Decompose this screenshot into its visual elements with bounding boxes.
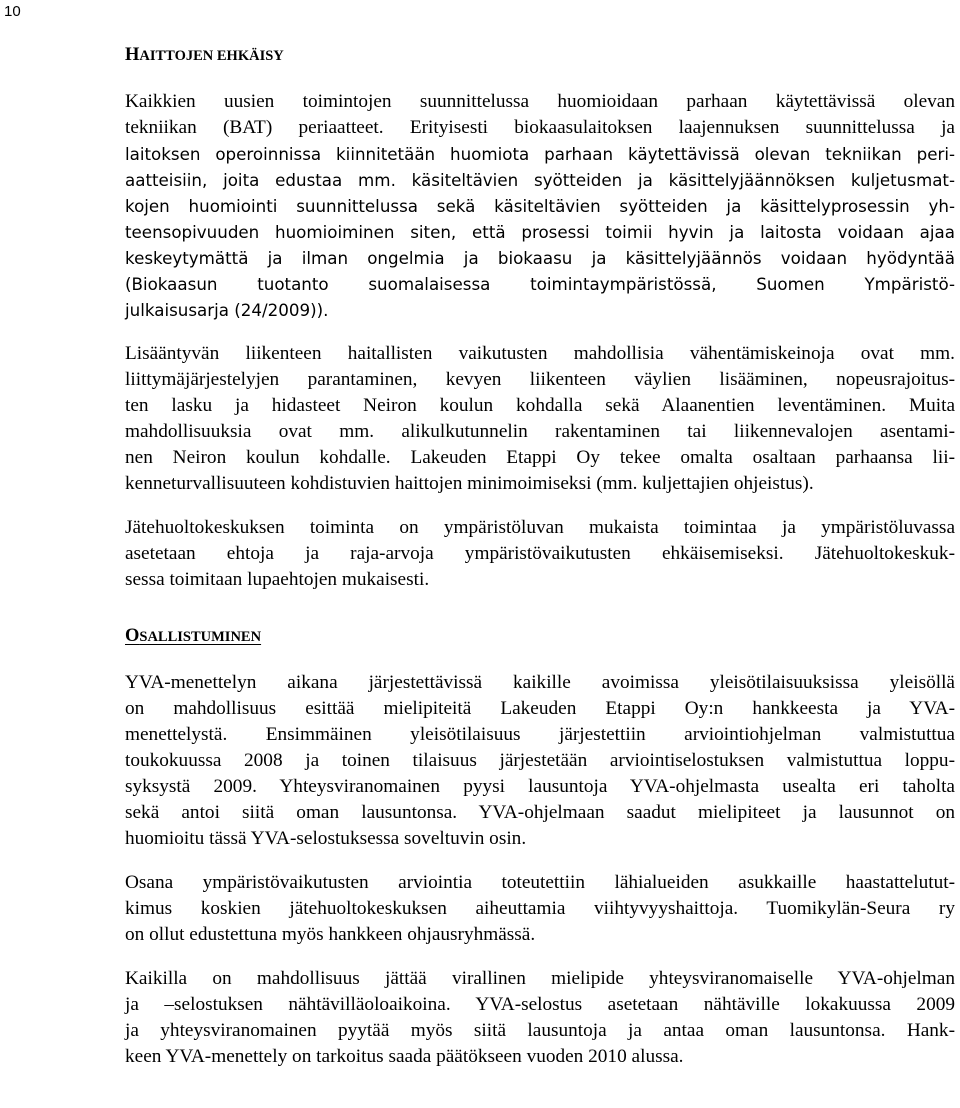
text-line: nen Neiron koulun kohdalle. Lakeuden Etappi Oy tekee omalta osaltaan parhaansa lii-: [125, 447, 955, 468]
paragraph-opinions: [125, 966, 955, 1070]
heading-initial: O: [125, 626, 140, 646]
text-line: laitoksen operoinnissa kiinnitetään huomiota parhaan käytettävissä olevan tekniikan peri-: [125, 144, 955, 164]
text-line: keskeytymättä ja ilman ongelmia ja biokaasu ja käsittelyjäännös voidaan hyödyntää: [125, 248, 955, 268]
paragraph-survey: [125, 870, 955, 948]
text-line: Kaikkien uusien toimintojen suunnittelussa huomioidaan parhaan käytettävissä olevan: [125, 91, 955, 112]
text-line: on mahdollisuus esittää mielipiteitä Lakeuden Etappi Oy:n hankkeesta ja YVA-: [125, 698, 955, 719]
text-line: on ollut edustettuna myös hankkeen ohjausryhmässä.: [125, 924, 536, 945]
paragraph-traffic: [125, 341, 955, 497]
text-line: Lisääntyvän liikenteen haitallisten vaikutusten mahdollisia vähentämiskeinoja ovat mm.: [125, 343, 955, 364]
text-line: sessa toimitaan lupaehtojen mukaisesti.: [125, 569, 430, 590]
text-line: kojen huomiointi suunnittelussa sekä käsiteltävien syötteiden ja käsittelyprosessin yh-: [125, 196, 955, 216]
text-line: Osana ympäristövaikutusten arviointia toteutettiin lähialueiden asukkaille haastattelutut-: [125, 872, 955, 893]
text-line: kimus koskien jätehuoltokeskuksen aiheuttamia viihtyvyyshaittoja. Tuomikylän-Seura ry: [125, 898, 955, 919]
section-heading-haittojen-ehkaisy: [125, 38, 955, 71]
text-line: ja yhteysviranomainen pyytää myös siitä lausuntoja ja antaa oman lausuntonsa. Hank-: [125, 1020, 955, 1041]
document-body: [125, 38, 955, 1070]
text-line: ja –selostuksen nähtävilläoloaikoina. YVA-selostus asetetaan nähtäville lokakuussa 2009: [125, 994, 955, 1015]
text-line: ten lasku ja hidasteet Neiron koulun kohdalla sekä Alaanentien leventäminen. Muita: [125, 395, 955, 416]
text-line: (Biokaasun tuotanto suomalaisessa toimintaympäristössä, Suomen Ympäristö-: [125, 274, 955, 294]
heading-rest: SALLISTUMINEN: [139, 629, 262, 645]
heading-rest: AITTOJEN EHKÄISY: [139, 48, 284, 64]
paragraph-public-events: [125, 670, 955, 852]
page-number: 10: [4, 3, 21, 20]
text-line: YVA-menettelyn aikana järjestettävissä kaikille avoimissa yleisötilaisuuksissa yleisöllä: [125, 672, 955, 693]
paragraph-bat: [125, 89, 955, 323]
text-line: teensopivuuden huomioiminen siten, että prosessi toimii hyvin ja laitosta voidaan ajaa: [125, 222, 955, 242]
section-heading-osallistuminen: [125, 619, 955, 652]
text-line: mahdollisuuksia ovat mm. alikulkutunnelin rakentaminen tai liikennevalojen asentami-: [125, 421, 955, 442]
text-line: toukokuussa 2008 ja toinen tilaisuus järjestetään arviointiselostuksen valmistuttua loppu-: [125, 750, 955, 771]
heading-initial: H: [125, 45, 140, 65]
text-line: kenneturvallisuuteen kohdistuvien haittojen minimoimiseksi (mm. kuljettajien ohjeistus).: [125, 473, 814, 494]
text-line: julkaisusarja (24/2009)).: [125, 300, 329, 320]
text-line: sekä antoi siitä oman lausuntonsa. YVA-ohjelmaan saadut mielipiteet ja lausunnot on: [125, 802, 955, 823]
text-line: Kaikilla on mahdollisuus jättää virallinen mielipide yhteysviranomaiselle YVA-ohjelman: [125, 968, 955, 989]
paragraph-permit: [125, 515, 955, 593]
text-line: huomioitu tässä YVA-selostuksessa soveltuvin osin.: [125, 828, 527, 849]
text-line: keen YVA-menettely on tarkoitus saada päätökseen vuoden 2010 alussa.: [125, 1046, 684, 1067]
text-line: tekniikan (BAT) periaatteet. Erityisesti biokaasulaitoksen laajennuksen suunnittelussa ja: [125, 117, 955, 138]
text-line: asetetaan ehtoja ja raja-arvoja ympäristövaikutusten ehkäisemiseksi. Jätehuoltokeskuk-: [125, 543, 955, 564]
text-line: aatteisiin, joita edustaa mm. käsiteltävien syötteiden ja käsittelyjäännöksen kuljetusmat-: [125, 170, 955, 190]
text-line: syksystä 2009. Yhteysviranomainen pyysi lausuntoja YVA-ohjelmasta usealta eri taholta: [125, 776, 955, 797]
text-line: Jätehuoltokeskuksen toiminta on ympäristöluvan mukaista toimintaa ja ympäristöluvassa: [125, 517, 955, 538]
text-line: menettelystä. Ensimmäinen yleisötilaisuus järjestettiin arviointiohjelman valmistuttua: [125, 724, 955, 745]
text-line: liittymäjärjestelyjen parantaminen, kevyen liikenteen väylien lisääminen, nopeusrajoitus-: [125, 369, 955, 390]
